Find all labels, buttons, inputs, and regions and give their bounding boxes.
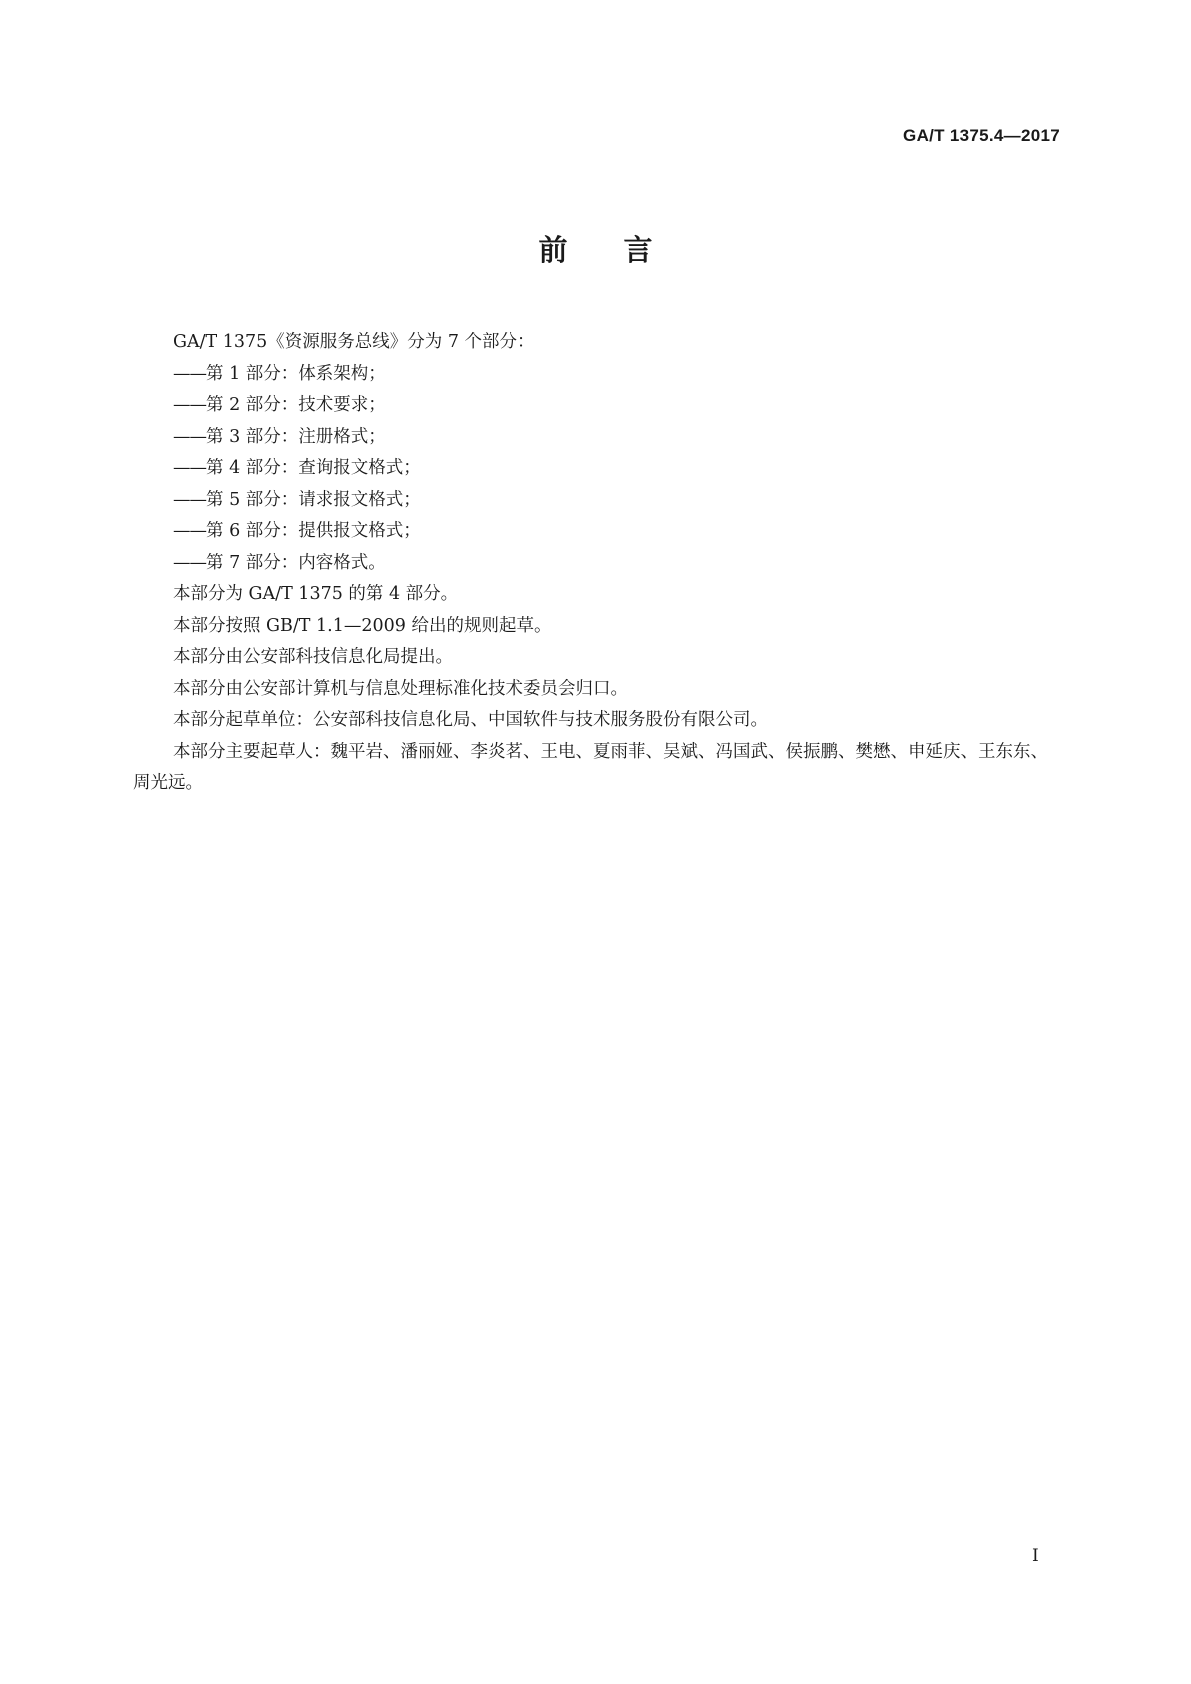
list-dash: —— — [173, 395, 206, 415]
proposer-statement: 本部分由公安部科技信息化局提出。 — [173, 647, 453, 667]
list-dash: —— — [173, 489, 206, 510]
list-dash: —— — [173, 552, 206, 573]
part-label: 第 6 部分：提供报文格式； — [206, 521, 421, 541]
part-list-item — [133, 422, 1058, 454]
part-statement: 本部分为 GA/T 1375 的第 4 部分。 — [173, 584, 459, 604]
part-list-item — [133, 453, 1058, 485]
part-label: 第 1 部分：体系架构； — [206, 363, 386, 384]
part-list-item — [133, 548, 1058, 580]
part-label: 第 7 部分：内容格式。 — [206, 552, 386, 573]
main-drafters: 本部分主要起草人：魏平岩、潘丽娅、李炎茗、王电、夏雨菲、吴斌、冯国武、侯振鹏、樊懋、申延庆、王东东、周光远。 — [133, 741, 1048, 793]
list-dash: —— — [173, 426, 206, 447]
centralized-by-statement: 本部分由公安部计算机与信息处理标准化技术委员会归口。 — [173, 678, 628, 699]
drafting-rules: 本部分按照 GB/T 1.1—2009 给出的规则起草。 — [173, 615, 552, 636]
page-number: I — [1032, 1546, 1039, 1566]
drafting-organizations: 本部分起草单位：公安部科技信息化局、中国软件与技术服务股份有限公司。 — [173, 710, 768, 730]
list-dash: —— — [173, 458, 206, 478]
list-dash: —— — [173, 521, 206, 541]
part-list-item — [133, 390, 1058, 422]
part-label: 第 3 部分：注册格式； — [206, 426, 386, 447]
page-title: 前言 — [538, 233, 709, 267]
intro-paragraph: GA/T 1375《资源服务总线》分为 7 个部分： — [173, 332, 535, 352]
part-label: 第 2 部分：技术要求； — [206, 395, 386, 415]
list-dash: —— — [173, 363, 206, 384]
part-label: 第 5 部分：请求报文格式； — [206, 489, 421, 510]
part-list-item — [133, 359, 1058, 391]
part-list-item — [133, 485, 1058, 517]
part-list-item — [133, 516, 1058, 548]
foreword-body — [133, 327, 1058, 800]
document-code: GA/T 1375.4—2017 — [903, 126, 1060, 145]
part-label: 第 4 部分：查询报文格式； — [206, 458, 421, 478]
